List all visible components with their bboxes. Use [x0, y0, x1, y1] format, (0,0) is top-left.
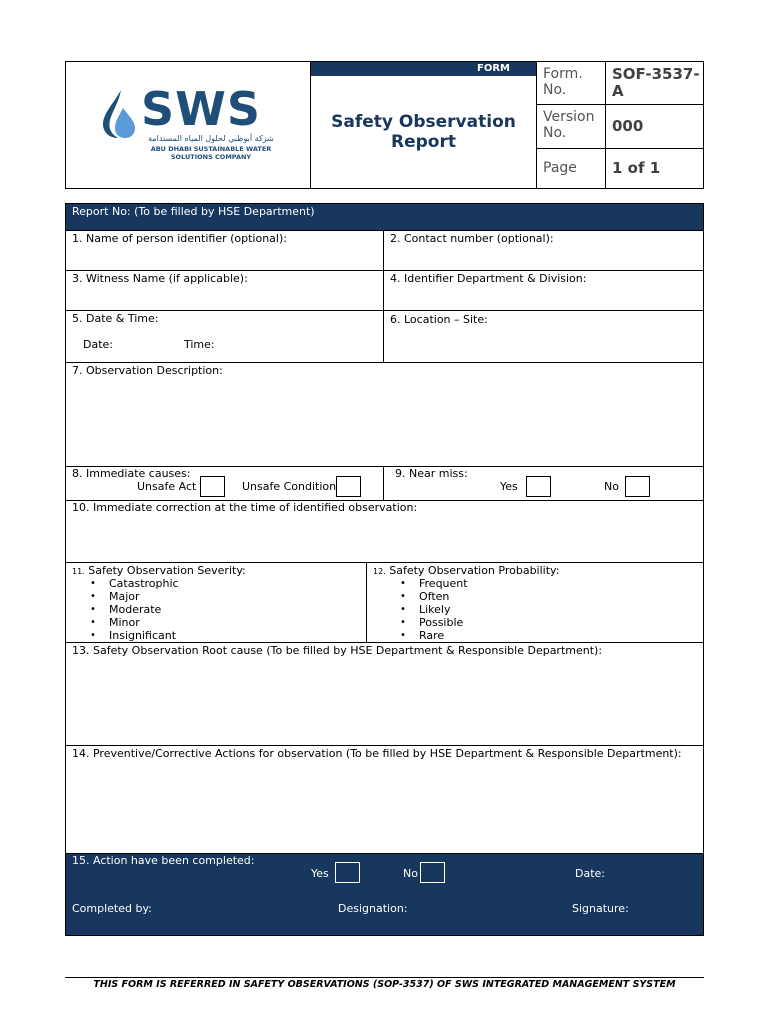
severity-list [82, 577, 179, 642]
company-logo [95, 82, 285, 166]
list-item[interactable]: • Insignificant [82, 629, 179, 642]
near-miss-no-label: No [604, 480, 619, 493]
field-1-label: 1. Name of person identifier (optional): [72, 232, 287, 245]
report-no-band [66, 204, 703, 230]
name-input[interactable] [66, 246, 383, 269]
field-8-label: 8. Immediate causes: [72, 467, 191, 480]
list-item[interactable]: • Major [82, 590, 179, 603]
observation-description-input[interactable] [66, 378, 703, 465]
designation-label: Designation: [338, 902, 408, 915]
list-item[interactable]: • Likely [392, 603, 468, 616]
field-9-label: 9. Near miss: [395, 467, 468, 480]
signature-label: Signature: [572, 902, 629, 915]
field-14-label: 14. Preventive/Corrective Actions for observation (To be filled by HSE Department & Responsible Department): [72, 747, 682, 760]
date-label: Date: [83, 338, 113, 351]
immediate-correction-input[interactable] [66, 515, 703, 561]
location-input[interactable] [384, 328, 703, 361]
list-item[interactable]: • Rare [392, 629, 468, 642]
corrective-actions-input[interactable] [66, 761, 703, 852]
field-7-label: 7. Observation Description: [72, 364, 223, 377]
unsafe-act-checkbox[interactable] [200, 476, 225, 497]
list-item[interactable]: • Possible [392, 616, 468, 629]
unsafe-act-label: Unsafe Act [137, 480, 197, 493]
completed-no-checkbox[interactable] [420, 862, 445, 883]
department-input[interactable] [384, 286, 703, 309]
list-item[interactable]: • Catastrophic [82, 577, 179, 590]
unsafe-condition-checkbox[interactable] [336, 476, 361, 497]
field-6-label: 6. Location – Site: [390, 313, 488, 326]
logo-english-1: ABU DHABI SUSTAINABLE WATER [150, 145, 272, 153]
near-miss-no-checkbox[interactable] [625, 476, 650, 497]
field-15-label: 15. Action have been completed: [72, 854, 255, 867]
field-5-label: 5. Date & Time: [72, 312, 159, 325]
logo-brand: SWS [141, 82, 261, 136]
completed-by-label: Completed by: [72, 902, 152, 915]
completed-no-label: No [403, 867, 418, 880]
field-4-label: 4. Identifier Department & Division: [390, 272, 587, 285]
field-11-label: 11. Safety Observation Severity: [72, 564, 246, 577]
title-line-2: Report [391, 132, 456, 152]
report-no-label: Report No: (To be filled by HSE Department) [72, 205, 315, 218]
page-title [311, 112, 536, 152]
completed-yes-checkbox[interactable] [335, 862, 360, 883]
unsafe-condition-label: Unsafe Condition [242, 480, 337, 493]
field-12-label: 12. Safety Observation Probability: [373, 564, 560, 577]
logo-english-2: SOLUTIONS COMPANY [170, 153, 252, 161]
completed-yes-label: Yes [311, 867, 329, 880]
near-miss-yes-checkbox[interactable] [526, 476, 551, 497]
page-label: Page [543, 160, 577, 176]
probability-list [392, 577, 468, 642]
footer-note: THIS FORM IS REFERRED IN SAFETY OBSERVATIONS (SOP-3537) OF SWS INTEGRATED MANAGEMENT SYSTEM [93, 979, 676, 990]
list-item[interactable]: • Frequent [392, 577, 468, 590]
version-value: 000 [612, 117, 644, 135]
version-label: Version No. [543, 109, 595, 141]
page-value: 1 of 1 [612, 159, 661, 177]
root-cause-input[interactable] [66, 658, 703, 744]
form-label: FORM [477, 63, 510, 74]
field-2-label: 2. Contact number (optional): [390, 232, 554, 245]
title-line-1: Safety Observation [331, 112, 516, 132]
list-item[interactable]: • Moderate [82, 603, 179, 616]
witness-input[interactable] [66, 286, 383, 309]
field-10-label: 10. Immediate correction at the time of identified observation: [72, 501, 418, 514]
field-3-label: 3. Witness Name (if applicable): [72, 272, 248, 285]
time-label: Time: [184, 338, 215, 351]
field-13-label: 13. Safety Observation Root cause (To be filled by HSE Department & Responsible Department): [72, 644, 603, 657]
list-item[interactable]: • Often [392, 590, 468, 603]
form-label-band [311, 62, 536, 76]
near-miss-yes-label: Yes [500, 480, 518, 493]
form-no-value: SOF-3537- A [612, 65, 700, 100]
logo-arabic: شركة أبوظبي لحلول المياه المستدامة [148, 134, 274, 143]
contact-input[interactable] [384, 246, 703, 269]
footer-rule [65, 977, 704, 978]
completion-date-label: Date: [575, 867, 605, 880]
form-no-label: Form. No. [543, 66, 583, 98]
water-drop-icon [99, 88, 139, 140]
list-item[interactable]: • Minor [82, 616, 179, 629]
